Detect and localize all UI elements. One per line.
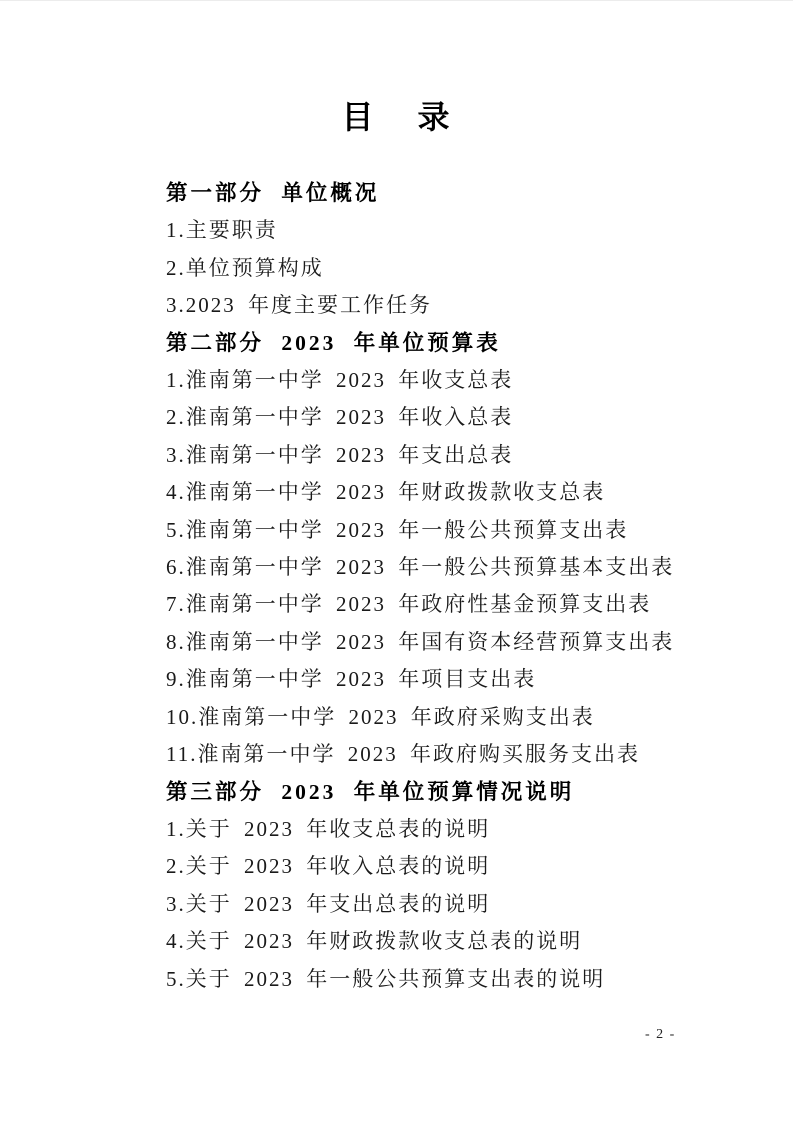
toc-item: 2.淮南第一中学 2023 年收入总表 — [166, 405, 514, 430]
toc-item: 4.淮南第一中学 2023 年财政拨款收支总表 — [166, 480, 606, 505]
toc-item: 4.关于 2023 年财政拨款收支总表的说明 — [166, 929, 583, 954]
toc-item: 1.淮南第一中学 2023 年收支总表 — [166, 368, 514, 393]
toc-item: 3.淮南第一中学 2023 年支出总表 — [166, 442, 514, 467]
toc-item: 11.淮南第一中学 2023 年政府购买服务支出表 — [166, 742, 640, 767]
toc-item: 6.淮南第一中学 2023 年一般公共预算基本支出表 — [166, 555, 675, 580]
toc-item: 5.关于 2023 年一般公共预算支出表的说明 — [166, 966, 606, 991]
toc-list — [166, 175, 726, 998]
toc-item: 7.淮南第一中学 2023 年政府性基金预算支出表 — [166, 592, 652, 617]
toc-section-header-3: 第三部分 2023 年单位预算情况说明 — [166, 779, 575, 804]
toc-section-header-2: 第二部分 2023 年单位预算表 — [166, 330, 501, 355]
page-number: - 2 - — [645, 1027, 676, 1042]
toc-item: 8.淮南第一中学 2023 年国有资本经营预算支出表 — [166, 629, 675, 654]
toc-section-header-1: 第一部分 单位概况 — [166, 181, 380, 205]
toc-item: 3.关于 2023 年支出总表的说明 — [166, 891, 491, 916]
page-title: 目 录 — [341, 99, 452, 135]
toc-item: 2.关于 2023 年收入总表的说明 — [166, 854, 491, 879]
toc-item: 1.关于 2023 年收支总表的说明 — [166, 816, 491, 841]
toc-item: 9.淮南第一中学 2023 年项目支出表 — [166, 667, 537, 692]
toc-item: 3.2023 年度主要工作任务 — [166, 293, 432, 318]
toc-item: 1.主要职责 — [166, 218, 278, 243]
toc-item: 10.淮南第一中学 2023 年政府采购支出表 — [166, 704, 595, 729]
toc-item: 2.单位预算构成 — [166, 255, 324, 280]
toc-item: 5.淮南第一中学 2023 年一般公共预算支出表 — [166, 517, 629, 542]
